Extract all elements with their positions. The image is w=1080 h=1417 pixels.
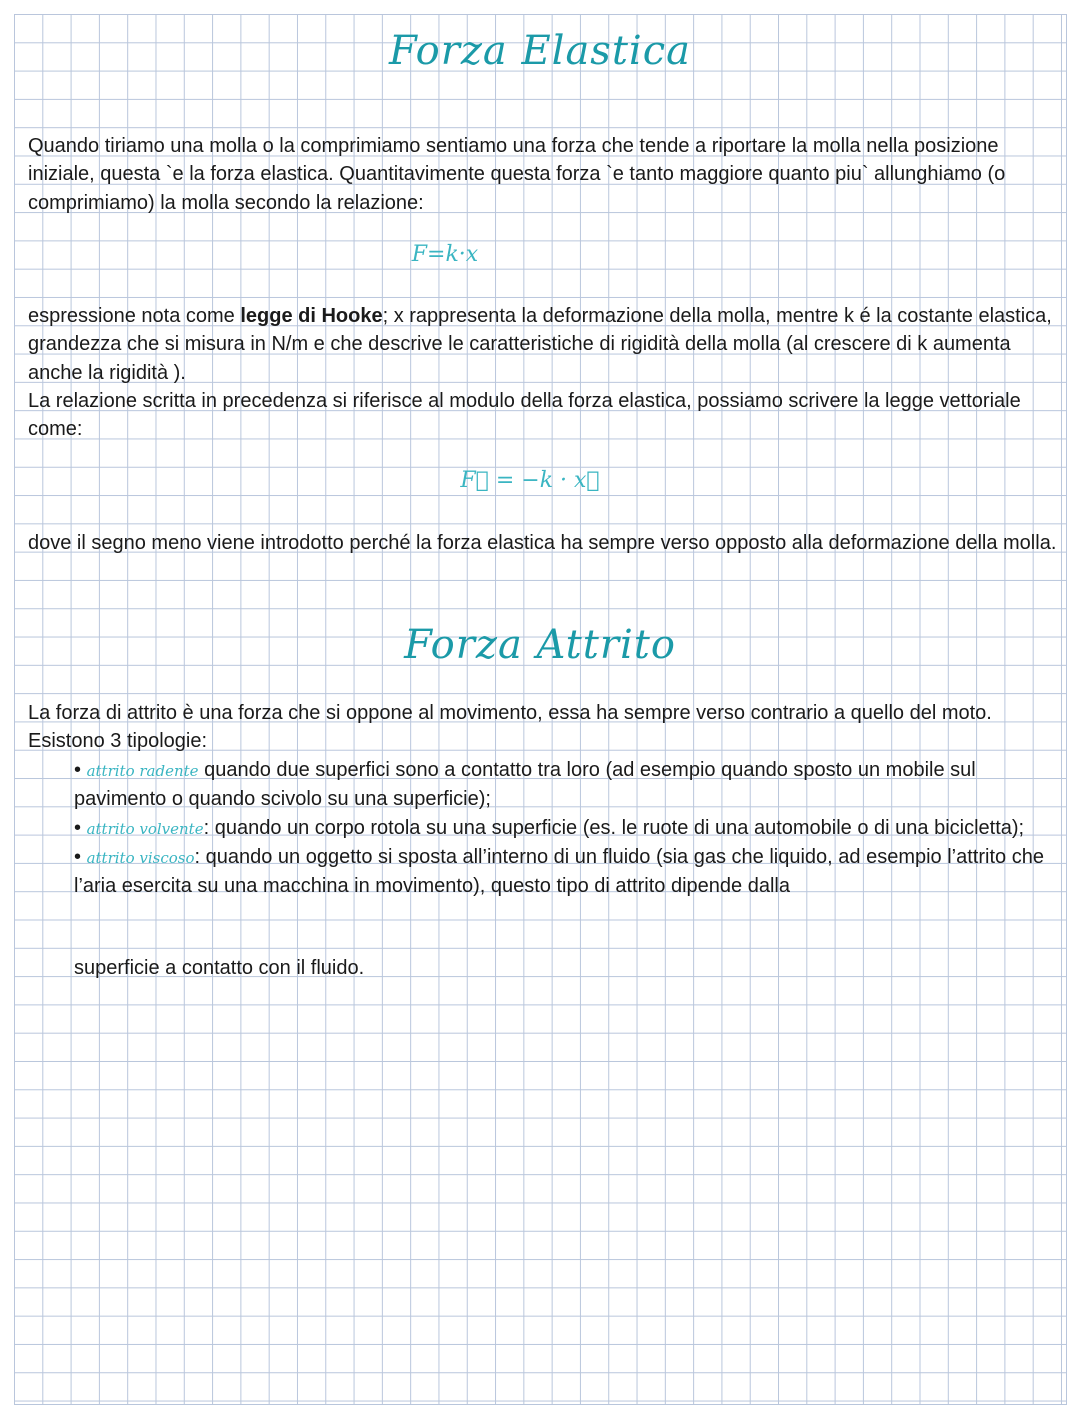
friction-description: : quando un oggetto si sposta all’interno di un fluido (sia gas che liquido, ad esempio l’attrito che l’aria esercita su una macchina in movimento), questo tipo di attrito dipende dalla bbox=[74, 845, 1044, 898]
section-title-forza-elastica: Forza Elastica bbox=[389, 28, 691, 74]
hooke-formula-scalar: F=k·x bbox=[411, 242, 479, 267]
friction-description: quando due superfici sono a contatto tra loro (ad esempio quando sposto un mobile sul pavimento o quando scivolo su una superficie); bbox=[74, 759, 976, 811]
hooke-post-text: ; x rappresenta la deformazione della molla, mentre k é la costante elastica, grandezza che si misura in N/m e che descrive le caratteristiche di rigidità della molla (al crescere di k aumenta anche la rigidità ). bbox=[28, 305, 1052, 384]
bullet-icon: • bbox=[74, 845, 82, 868]
intro-paragraph: Quando tiriamo una molla o la comprimiamo sentiamo una forza che tende a riportare la molla nella posizione iniziale, questa `e la forza elastica. Quantitavimente questa forza `e tanto maggiore quanto piu` allunghiamo (o comprimiamo) la molla secondo la relazione: bbox=[28, 135, 1006, 214]
friction-term: attrito volvente bbox=[86, 819, 204, 838]
friction-term: attrito viscoso bbox=[86, 848, 195, 867]
sign-note-paragraph: dove il segno meno viene introdotto perché la forza elastica ha sempre verso opposto alla deformazione della molla. bbox=[28, 532, 1057, 554]
friction-term: attrito radente bbox=[86, 762, 199, 780]
list-item bbox=[74, 756, 1059, 814]
list-tail-text: superficie a contatto con il fluido. bbox=[74, 957, 365, 979]
list-item bbox=[74, 814, 1059, 843]
bullet-icon: • bbox=[74, 816, 82, 839]
bullet-icon: • bbox=[74, 759, 82, 781]
hooke-formula-vector: F⃗ = −k · x⃗ bbox=[460, 468, 600, 493]
friction-description: : quando un corpo rotola su una superficie (es. le ruote di una automobile o di una bicicletta); bbox=[203, 816, 1025, 839]
section-title-forza-attrito: Forza Attrito bbox=[404, 622, 676, 668]
hooke-law-term: legge di Hooke bbox=[240, 305, 383, 327]
friction-types-list bbox=[74, 756, 1059, 900]
attrito-intro-paragraph: La forza di attrito è una forza che si oppone al movimento, essa ha sempre verso contrario a quello del moto. Esistono 3 tipologie: bbox=[28, 702, 992, 753]
hooke-pre-text: espressione nota come bbox=[28, 305, 241, 327]
hooke-paragraph bbox=[28, 302, 1058, 443]
vector-intro-text: La relazione scritta in precedenza si riferisce al modulo della forza elastica, possiamo scrivere la legge vettoriale come: bbox=[28, 389, 1021, 441]
list-item bbox=[74, 843, 1059, 901]
